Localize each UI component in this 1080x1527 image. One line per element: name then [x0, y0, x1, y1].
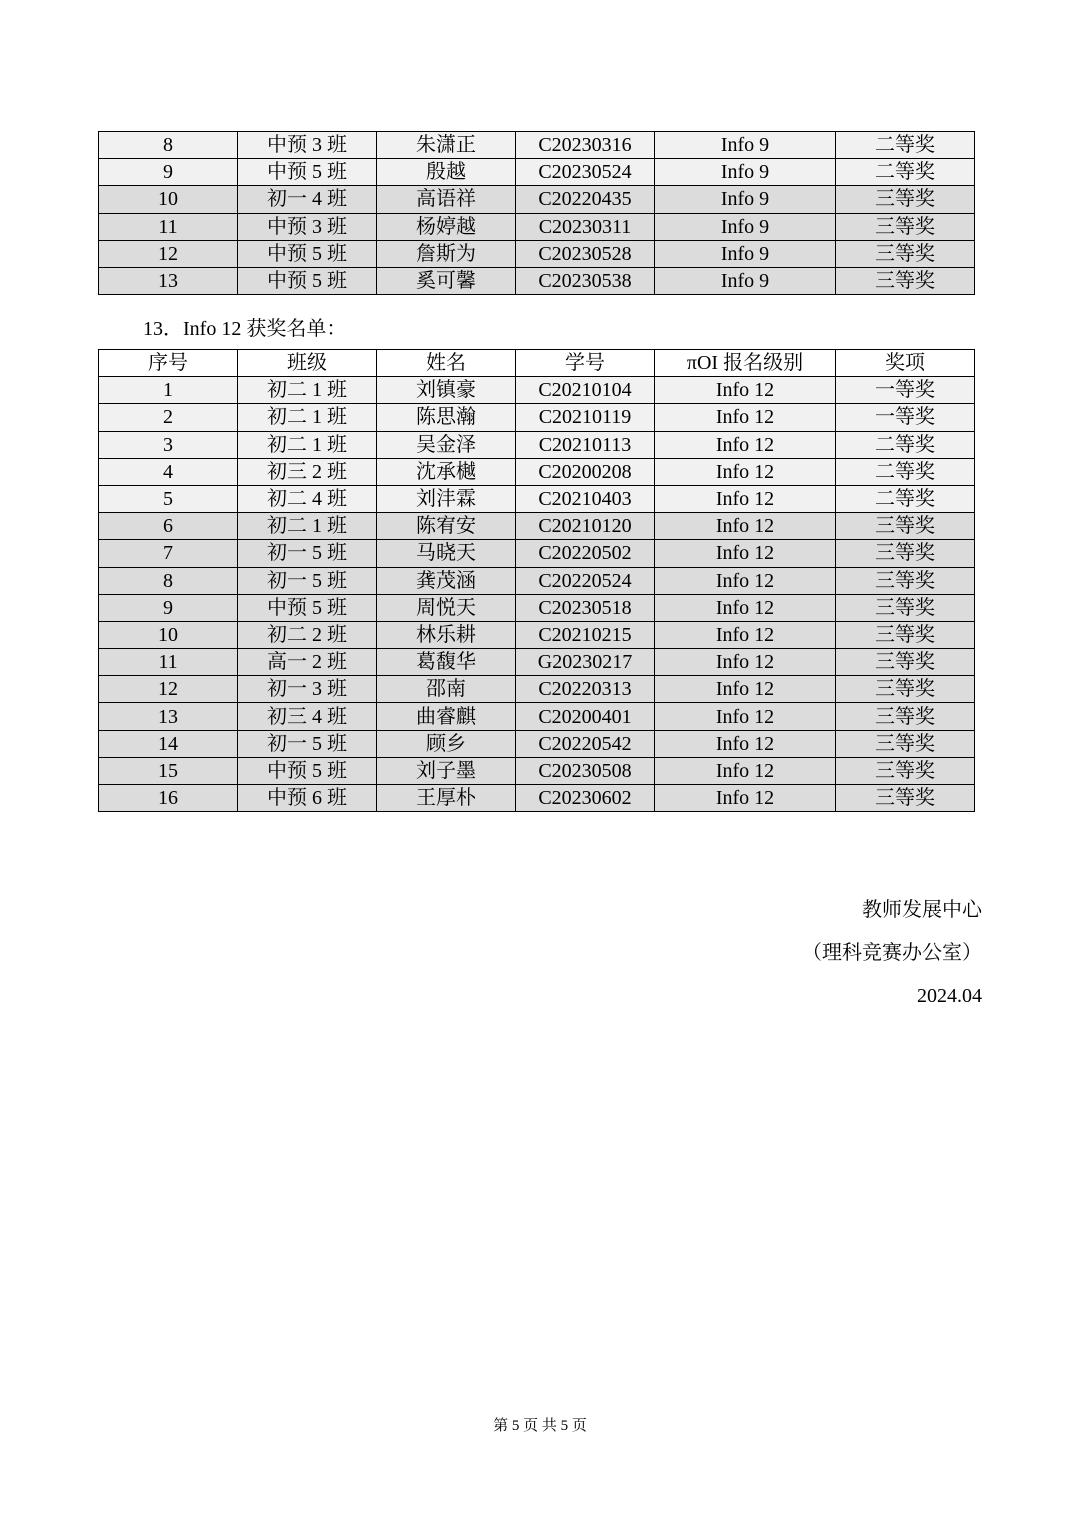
cell-class: 初一 5 班 [238, 730, 377, 757]
cell-name: 周悦天 [377, 594, 516, 621]
cell-award: 三等奖 [836, 567, 975, 594]
cell-index: 1 [99, 377, 238, 404]
cell-index: 5 [99, 485, 238, 512]
cell-level: Info 9 [655, 213, 836, 240]
cell-class: 初二 1 班 [238, 377, 377, 404]
cell-index: 16 [99, 785, 238, 812]
table-row [99, 213, 975, 240]
cell-name: 吴金泽 [377, 431, 516, 458]
cell-award: 二等奖 [836, 159, 975, 186]
cell-class: 中预 5 班 [238, 594, 377, 621]
cell-name: 沈承樾 [377, 458, 516, 485]
cell-class: 初三 4 班 [238, 703, 377, 730]
cell-level: Info 12 [655, 730, 836, 757]
cell-student-id: C20230311 [516, 213, 655, 240]
cell-award: 三等奖 [836, 540, 975, 567]
cell-student-id: G20230217 [516, 649, 655, 676]
cell-index: 7 [99, 540, 238, 567]
cell-level: Info 12 [655, 621, 836, 648]
cell-award: 三等奖 [836, 757, 975, 784]
cell-class: 初一 4 班 [238, 186, 377, 213]
cell-award: 三等奖 [836, 730, 975, 757]
cell-index: 4 [99, 458, 238, 485]
table-row [99, 757, 975, 784]
cell-level: Info 12 [655, 757, 836, 784]
table-row [99, 377, 975, 404]
cell-student-id: C20230316 [516, 132, 655, 159]
cell-award: 二等奖 [836, 458, 975, 485]
cell-class: 初二 4 班 [238, 485, 377, 512]
cell-level: Info 12 [655, 785, 836, 812]
cell-name: 高语祥 [377, 186, 516, 213]
cell-class: 初一 5 班 [238, 567, 377, 594]
cell-class: 初一 5 班 [238, 540, 377, 567]
cell-student-id: C20230508 [516, 757, 655, 784]
cell-award: 三等奖 [836, 213, 975, 240]
cell-class: 中预 5 班 [238, 757, 377, 784]
cell-index: 10 [99, 621, 238, 648]
cell-level: Info 12 [655, 458, 836, 485]
cell-name: 詹斯为 [377, 240, 516, 267]
cell-award: 二等奖 [836, 132, 975, 159]
header-cell-level: πOI 报名级别 [655, 350, 836, 377]
cell-student-id: C20230538 [516, 267, 655, 294]
cell-award: 三等奖 [836, 186, 975, 213]
cell-level: Info 9 [655, 186, 836, 213]
cell-name: 王厚朴 [377, 785, 516, 812]
cell-index: 13 [99, 703, 238, 730]
cell-index: 13 [99, 267, 238, 294]
table-row [99, 458, 975, 485]
cell-award: 三等奖 [836, 703, 975, 730]
table-row [99, 240, 975, 267]
cell-index: 10 [99, 186, 238, 213]
award-table-info9-continued [98, 131, 975, 295]
cell-name: 刘镇豪 [377, 377, 516, 404]
cell-level: Info 12 [655, 404, 836, 431]
signature-org: 教师发展中心 [862, 899, 982, 921]
cell-level: Info 12 [655, 703, 836, 730]
cell-class: 初二 1 班 [238, 513, 377, 540]
table-row [99, 404, 975, 431]
signature-office: （理科竞赛办公室） [802, 942, 982, 964]
cell-index: 8 [99, 132, 238, 159]
header-cell-class: 班级 [238, 350, 377, 377]
cell-level: Info 12 [655, 431, 836, 458]
cell-name: 邵南 [377, 676, 516, 703]
header-cell-index: 序号 [99, 350, 238, 377]
cell-student-id: C20230518 [516, 594, 655, 621]
cell-index: 15 [99, 757, 238, 784]
cell-level: Info 12 [655, 513, 836, 540]
cell-level: Info 12 [655, 377, 836, 404]
cell-class: 中预 5 班 [238, 240, 377, 267]
section-title-info12: 13．Info 12 获奖名单： [143, 318, 347, 340]
cell-student-id: C20210403 [516, 485, 655, 512]
cell-index: 2 [99, 404, 238, 431]
cell-level: Info 12 [655, 540, 836, 567]
signature-date: 2024.04 [917, 985, 982, 1007]
table-row [99, 676, 975, 703]
cell-class: 初二 1 班 [238, 431, 377, 458]
cell-name: 杨婷越 [377, 213, 516, 240]
table-row [99, 594, 975, 621]
table-row [99, 132, 975, 159]
cell-student-id: C20220542 [516, 730, 655, 757]
cell-name: 龚茂涵 [377, 567, 516, 594]
cell-award: 三等奖 [836, 621, 975, 648]
cell-student-id: C20200401 [516, 703, 655, 730]
cell-class: 中预 5 班 [238, 267, 377, 294]
cell-index: 11 [99, 649, 238, 676]
cell-award: 三等奖 [836, 676, 975, 703]
cell-name: 林乐耕 [377, 621, 516, 648]
header-cell-student-id: 学号 [516, 350, 655, 377]
table-row [99, 703, 975, 730]
table-row [99, 186, 975, 213]
cell-class: 高一 2 班 [238, 649, 377, 676]
cell-student-id: C20220524 [516, 567, 655, 594]
cell-name: 马晓天 [377, 540, 516, 567]
cell-class: 初三 2 班 [238, 458, 377, 485]
cell-class: 初一 3 班 [238, 676, 377, 703]
cell-award: 三等奖 [836, 513, 975, 540]
cell-student-id: C20210119 [516, 404, 655, 431]
cell-level: Info 12 [655, 567, 836, 594]
cell-class: 初二 1 班 [238, 404, 377, 431]
cell-level: Info 12 [655, 676, 836, 703]
cell-class: 中预 6 班 [238, 785, 377, 812]
cell-name: 顾乡 [377, 730, 516, 757]
cell-class: 初二 2 班 [238, 621, 377, 648]
table-row [99, 431, 975, 458]
cell-index: 12 [99, 676, 238, 703]
cell-award: 三等奖 [836, 267, 975, 294]
table-row [99, 621, 975, 648]
page-footer: 第 5 页 共 5 页 [493, 1418, 587, 1434]
cell-name: 朱潇正 [377, 132, 516, 159]
cell-class: 中预 3 班 [238, 132, 377, 159]
table-row [99, 649, 975, 676]
cell-student-id: C20210120 [516, 513, 655, 540]
cell-name: 陈思瀚 [377, 404, 516, 431]
cell-award: 二等奖 [836, 485, 975, 512]
cell-student-id: C20220435 [516, 186, 655, 213]
table-header-row [99, 350, 975, 377]
table-row [99, 730, 975, 757]
cell-name: 陈宥安 [377, 513, 516, 540]
cell-index: 9 [99, 594, 238, 621]
award-table-info12 [98, 349, 975, 812]
cell-student-id: C20230602 [516, 785, 655, 812]
cell-student-id: C20200208 [516, 458, 655, 485]
cell-level: Info 12 [655, 594, 836, 621]
cell-award: 三等奖 [836, 649, 975, 676]
table-row [99, 540, 975, 567]
table-row [99, 485, 975, 512]
cell-level: Info 9 [655, 267, 836, 294]
cell-award: 二等奖 [836, 431, 975, 458]
cell-student-id: C20210104 [516, 377, 655, 404]
cell-name: 殷越 [377, 159, 516, 186]
cell-level: Info 12 [655, 649, 836, 676]
header-cell-award: 奖项 [836, 350, 975, 377]
cell-award: 三等奖 [836, 240, 975, 267]
cell-class: 中预 3 班 [238, 213, 377, 240]
cell-student-id: C20220313 [516, 676, 655, 703]
cell-name: 刘子墨 [377, 757, 516, 784]
cell-class: 中预 5 班 [238, 159, 377, 186]
cell-name: 奚可馨 [377, 267, 516, 294]
cell-award: 三等奖 [836, 785, 975, 812]
cell-student-id: C20210113 [516, 431, 655, 458]
cell-award: 一等奖 [836, 377, 975, 404]
cell-index: 12 [99, 240, 238, 267]
cell-name: 刘沣霖 [377, 485, 516, 512]
cell-index: 9 [99, 159, 238, 186]
cell-student-id: C20230524 [516, 159, 655, 186]
table-row [99, 159, 975, 186]
table-row [99, 567, 975, 594]
cell-index: 14 [99, 730, 238, 757]
cell-index: 8 [99, 567, 238, 594]
cell-index: 6 [99, 513, 238, 540]
cell-student-id: C20220502 [516, 540, 655, 567]
cell-level: Info 12 [655, 485, 836, 512]
cell-level: Info 9 [655, 240, 836, 267]
cell-index: 11 [99, 213, 238, 240]
header-cell-name: 姓名 [377, 350, 516, 377]
cell-student-id: C20230528 [516, 240, 655, 267]
table-row [99, 513, 975, 540]
cell-index: 3 [99, 431, 238, 458]
cell-award: 三等奖 [836, 594, 975, 621]
cell-award: 一等奖 [836, 404, 975, 431]
table-row [99, 267, 975, 294]
cell-level: Info 9 [655, 159, 836, 186]
cell-name: 曲睿麒 [377, 703, 516, 730]
cell-student-id: C20210215 [516, 621, 655, 648]
cell-level: Info 9 [655, 132, 836, 159]
cell-name: 葛馥华 [377, 649, 516, 676]
table-row [99, 785, 975, 812]
